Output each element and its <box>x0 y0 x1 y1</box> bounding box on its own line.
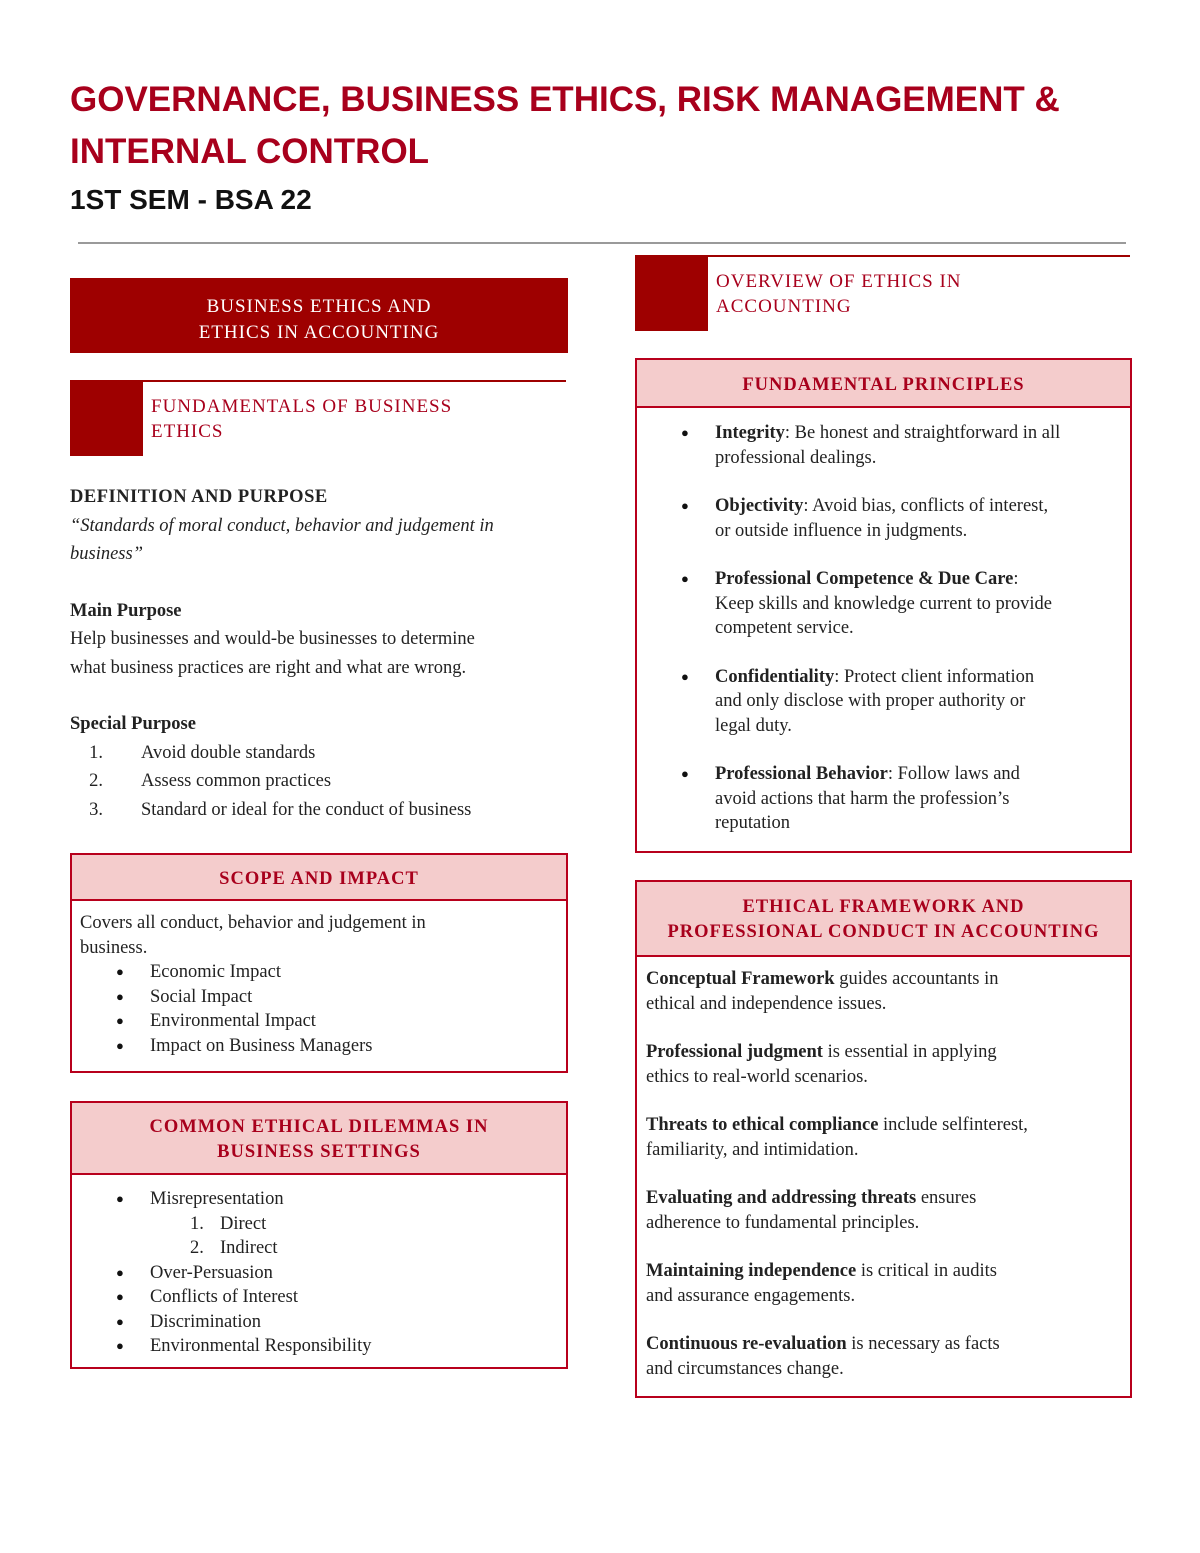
main-purpose-heading: Main Purpose <box>70 600 182 621</box>
definition-text-line-2: business” <box>70 544 143 564</box>
fundamentals-title-line-2: ETHICS <box>151 421 224 442</box>
list-item: ● Economic Impact <box>72 960 566 985</box>
dilemmas-title <box>72 1103 566 1175</box>
framework-paragraph: Evaluating and addressing threats ensures adherence to fundamental principles. <box>646 1188 977 1233</box>
list-item: 2. Assess common practices <box>89 771 332 791</box>
list-item: ● Discrimination <box>72 1310 566 1335</box>
dilemmas-box <box>70 1101 568 1369</box>
section-banner <box>70 278 568 353</box>
framework-paragraph: Conceptual Framework guides accountants in ethical and independence issues. <box>646 969 999 1014</box>
heading-accent-line <box>708 255 1130 257</box>
heading-accent-block <box>635 255 708 331</box>
list-item: ● Social Impact <box>72 985 566 1010</box>
framework-paragraph: Continuous re-evaluation is necessary as facts and circumstances change. <box>646 1334 1000 1379</box>
scope-intro-line-2: business. <box>80 937 148 958</box>
dilemmas-title-line-1: COMMON ETHICAL DILEMMAS IN <box>149 1117 489 1137</box>
heading-accent-block <box>70 380 143 456</box>
dilemmas-list <box>72 1187 566 1359</box>
principle-objectivity: ● Objectivity: Avoid bias, conflicts of interest, or outside influence in judgments. <box>637 494 1130 543</box>
definition-section <box>70 483 570 824</box>
banner-line-2: ETHICS IN ACCOUNTING <box>198 322 440 343</box>
framework-box <box>635 880 1132 1398</box>
framework-title-line-1: ETHICAL FRAMEWORK AND <box>742 897 1025 917</box>
main-purpose-line-1: Help businesses and would-be businesses to determine <box>70 629 475 649</box>
principles-box <box>635 358 1132 853</box>
sub-list-item: 2. Indirect <box>190 1238 278 1258</box>
overview-title-line-2: ACCOUNTING <box>716 296 852 317</box>
list-item: 3. Standard or ideal for the conduct of business <box>89 799 472 820</box>
principles-list <box>637 408 1130 836</box>
scope-impact-title: SCOPE AND IMPACT <box>72 855 566 901</box>
main-purpose-line-2: what business practices are right and what are wrong. <box>70 657 467 678</box>
scope-impact-box <box>70 853 568 1073</box>
definition-text-line-1: “Standards of moral conduct, behavior and judgement in <box>70 515 494 536</box>
banner-line-1: BUSINESS ETHICS AND <box>206 296 432 317</box>
list-item: ● Impact on Business Managers <box>72 1034 566 1059</box>
framework-paragraph: Threats to ethical compliance include selfinterest, familiarity, and intimidation. <box>646 1115 1028 1160</box>
list-item: ● Environmental Responsibility <box>72 1334 566 1359</box>
principle-integrity: ● Integrity: Be honest and straightforward in all professional dealings. <box>637 421 1130 470</box>
scope-impact-list <box>72 960 566 1058</box>
framework-paragraph: Maintaining independence is critical in audits and assurance engagements. <box>646 1261 997 1306</box>
dilemmas-title-line-2: BUSINESS SETTINGS <box>217 1142 421 1162</box>
heading-accent-line <box>143 380 566 382</box>
list-item: ● Environmental Impact <box>72 1009 566 1034</box>
principles-title: FUNDAMENTAL PRINCIPLES <box>637 360 1130 408</box>
list-item: ● Misrepresentation 1. Direct 2. Indirect <box>72 1187 566 1261</box>
framework-title-line-2: PROFESSIONAL CONDUCT IN ACCOUNTING <box>667 922 1100 942</box>
page-title: GOVERNANCE, BUSINESS ETHICS, RISK MANAGEMENT & INTERNAL CONTROL <box>70 80 1060 171</box>
scope-intro-line-1: Covers all conduct, behavior and judgement in <box>80 913 426 933</box>
list-item: ● Over-Persuasion <box>72 1261 566 1286</box>
special-purpose-heading: Special Purpose <box>70 714 196 734</box>
principle-competence: ● Professional Competence & Due Care: Keep skills and knowledge current to provide competent service. <box>637 567 1130 641</box>
fundamentals-heading <box>70 380 566 456</box>
special-purpose-list <box>70 739 570 825</box>
framework-content <box>637 957 1130 1381</box>
definition-heading: DEFINITION AND PURPOSE <box>70 487 328 507</box>
principle-behavior: ● Professional Behavior: Follow laws and avoid actions that harm the profession’s reputation <box>637 762 1130 836</box>
list-item: 1. Avoid double standards <box>89 742 316 763</box>
overview-heading <box>635 255 1130 331</box>
page-subtitle: 1ST SEM - BSA 22 <box>70 184 312 215</box>
overview-title-line-1: OVERVIEW OF ETHICS IN <box>716 271 962 292</box>
sub-list-item: 1. Direct <box>190 1213 267 1234</box>
header-divider <box>78 242 1126 244</box>
principle-confidentiality: ● Confidentiality: Protect client information and only disclose with proper authority or legal duty. <box>637 665 1130 739</box>
framework-title <box>637 882 1130 957</box>
list-item: ● Conflicts of Interest <box>72 1285 566 1310</box>
fundamentals-title-line-1: FUNDAMENTALS OF BUSINESS <box>151 396 453 417</box>
framework-paragraph: Professional judgment is essential in applying ethics to real-world scenarios. <box>646 1042 997 1087</box>
